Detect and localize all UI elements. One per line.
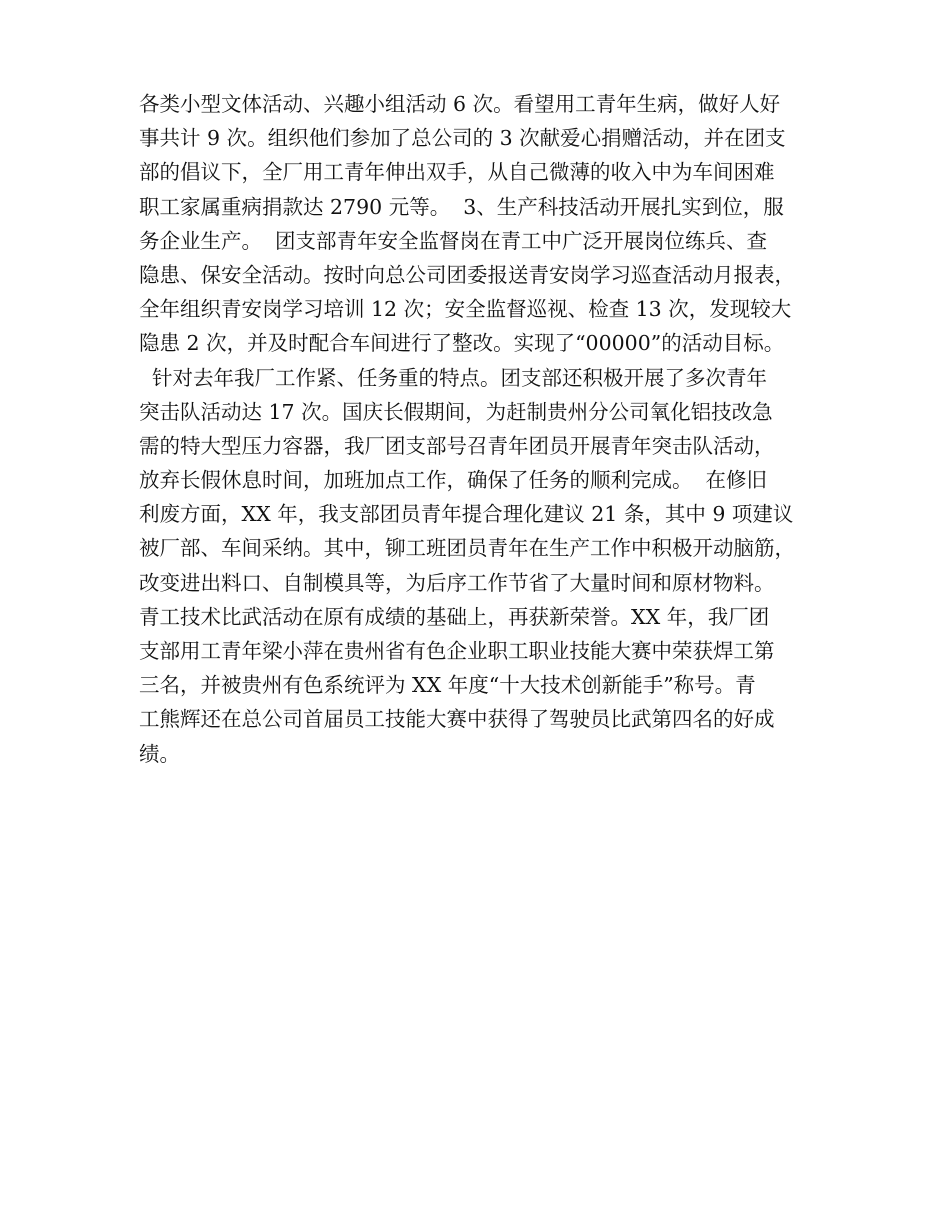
- text-line: 绩。: [139, 741, 180, 766]
- body-text: [139, 87, 839, 771]
- text-line: 事共计 9 次。组织他们参加了总公司的 3 次献爱心捐赠活动，并在团支: [139, 126, 786, 151]
- text-line: 需的特大型压力容器，我厂团支部号召青年团员开展青年突击队活动，: [139, 433, 775, 458]
- text-line: 工熊辉还在总公司首届员工技能大赛中获得了驾驶员比武第四名的好成: [139, 707, 775, 732]
- text-line: 全年组织青安岗学习培训 12 次；安全监督巡视、检查 13 次，发现较大: [139, 297, 792, 322]
- text-line: 职工家属重病捐款达 2790 元等。 3、生产科技活动开展扎实到位，服: [139, 194, 784, 219]
- text-line: 突击队活动达 17 次。国庆长假期间，为赶制贵州分公司氧化铝技改急: [139, 399, 773, 424]
- text-line: 隐患、保安全活动。按时向总公司团委报送青安岗学习巡查活动月报表，: [139, 262, 795, 287]
- text-line: 各类小型文体活动、兴趣小组活动 6 次。看望用工青年生病，做好人好: [139, 92, 781, 116]
- text-line: 青工技术比武活动在原有成绩的基础上，再获新荣誉。XX 年，我厂团: [139, 604, 770, 629]
- text-line: 利废方面，XX 年，我支部团员青年提合理化建议 21 条，其中 9 项建议: [139, 502, 794, 527]
- text-line: 部的倡议下，全厂用工青年伸出双手，从自己微薄的收入中为车间困难: [139, 160, 775, 185]
- text-line: 三名，并被贵州有色系统评为 XX 年度“十大技术创新能手”称号。青: [139, 673, 756, 698]
- text-line: 支部用工青年梁小萍在贵州省有色企业职工职业技能大赛中荣获焊工第: [139, 639, 775, 663]
- text-line: 被厂部、车间采纳。其中，铆工班团员青年在生产工作中积极开动脑筋，: [139, 536, 795, 561]
- text-line: 针对去年我厂工作紧、任务重的特点。团支部还积极开展了多次青年: [139, 365, 768, 390]
- text-line: 改变进出料口、自制模具等，为后序工作节省了大量时间和原材物料。: [139, 570, 775, 595]
- text-line: 务企业生产。 团支部青年安全监督岗在青工中广泛开展岗位练兵、查: [139, 228, 768, 253]
- text-line: 隐患 2 次，并及时配合车间进行了整改。实现了“00000”的活动目标。: [139, 331, 785, 356]
- text-line: 放弃长假休息时间，加班加点工作，确保了任务的顺利完成。 在修旧: [139, 468, 768, 493]
